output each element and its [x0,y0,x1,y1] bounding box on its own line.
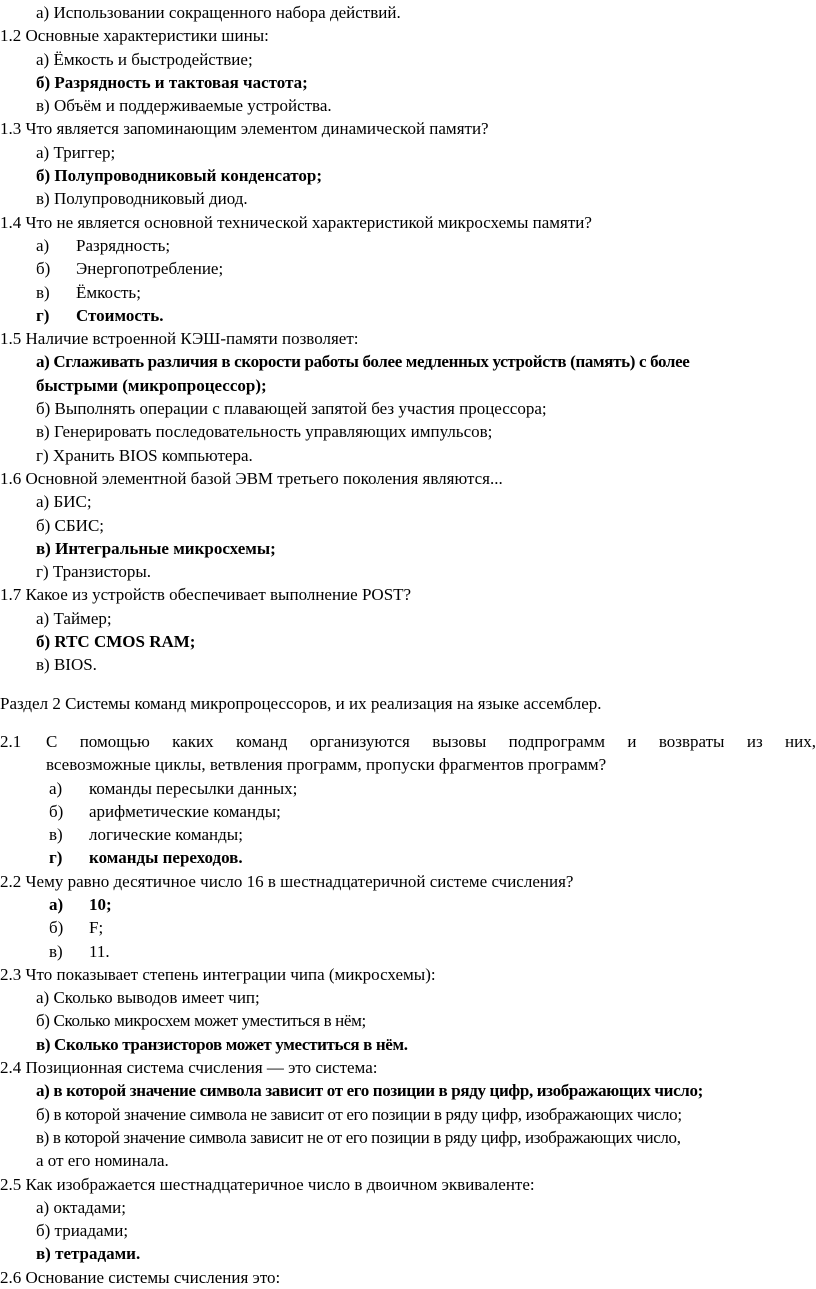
answer-label: в) [36,282,50,302]
answer-line: в) Объём и поддерживаемые устройства. [36,96,332,116]
answer-line [0,940,816,963]
correct-answer-line: быстрыми (микропроцессор); [36,375,267,395]
answer-line: б) СБИС; [36,515,104,535]
question-1-3: 1.3 Что является запоминающим элементом динамической памяти? [0,119,489,139]
answer-line: б) Выполнять операции с плавающей запятой без участия процессора; [36,399,547,419]
answer-text: логические команды; [89,825,243,845]
question-text: С помощью каких команд организуются вызовы подпрограмм и возвраты из них, [46,731,816,751]
answer-line: в) BIOS. [36,655,97,675]
question-2-4: 2.4 Позиционная система счисления — это система: [0,1058,378,1078]
answer-text: 11. [89,941,110,961]
answer-line: в) Генерировать последовательность управляющих импульсов; [36,422,493,442]
answer-line: а) БИС; [36,492,92,512]
answer-label: в) [49,941,63,961]
answer-text: Ёмкость; [76,282,141,302]
answer-line: б) в которой значение символа не зависит от его позиции в ряду цифр, изображающих число; [36,1104,682,1124]
answer-line: а) Таймер; [36,608,112,628]
question-1-7: 1.7 Какое из устройств обеспечивает выполнение POST? [0,585,412,605]
question-2-3: 2.3 Что показывает степень интеграции чипа (микросхемы): [0,964,436,984]
section-heading: Раздел 2 Системы команд микропроцессоров, и их реализация на языке ассемблер. [0,693,602,713]
question-text-continued: всевозможные циклы, ветвления программ, пропуски фрагментов программ? [46,755,607,775]
answer-label: а) [49,778,63,798]
answer-text: 10; [89,894,112,914]
question-2-1 [0,730,816,753]
question-1-2: 1.2 Основные характеристики шины: [0,26,269,46]
correct-answer-line: б) Разрядность и тактовая частота; [36,72,308,92]
answer-label: в) [49,825,63,845]
question-1-4: 1.4 Что не является основной технической характеристикой микросхемы памяти? [0,212,592,232]
correct-answer-line: в) Интегральные микросхемы; [36,538,276,558]
answer-text: F; [89,918,104,938]
answer-line: а) Сколько выводов имеет чип; [36,988,260,1008]
correct-answer-line: в) тетрадами. [36,1244,141,1264]
answer-text: Энергопотребление; [76,259,224,279]
correct-answer-line: а) в которой значение символа зависит от его позиции в ряду цифр, изображающих число; [36,1081,703,1101]
answer-label: а) [49,894,64,914]
answer-line: б) триадами; [36,1221,129,1241]
question-1-5: 1.5 Наличие встроенной КЭШ-памяти позволяет: [0,329,359,349]
answer-text: команды переходов. [89,848,243,868]
answer-label: г) [36,305,50,325]
answer-line [0,281,816,304]
answer-line: а) Ёмкость и быстродействие; [36,49,253,69]
answer-line: а) Триггер; [36,142,116,162]
answer-line: б) Сколько микросхем может уместиться в нём; [36,1011,366,1031]
question-2-5: 2.5 Как изображается шестнадцатеричное число в двоичном эквиваленте: [0,1174,535,1194]
question-number: 2.1 [0,731,22,751]
answer-label: а) [36,235,50,255]
correct-answer-line: а) Сглаживать различия в скорости работы более медленных устройств (память) с более [36,352,690,372]
answer-text: команды пересылки данных; [89,778,298,798]
answer-label: б) [49,801,64,821]
answer-line [0,916,816,939]
answer-line: в) в которой значение символа зависит не от его позиции в ряду цифр, изображающих число, [36,1127,681,1147]
answer-label: б) [49,918,64,938]
answer-line: г) Хранить BIOS компьютера. [36,445,253,465]
answer-line: а) октадами; [36,1197,126,1217]
answer-text: Разрядность; [76,235,171,255]
answer-label: б) [36,259,51,279]
answer-line [0,823,816,846]
answer-line [0,257,816,280]
correct-answer-line: б) RTC CMOS RAM; [36,632,196,652]
question-2-2: 2.2 Чему равно десятичное число 16 в шестнадцатеричной системе счисления? [0,871,574,891]
answer-label: г) [49,848,63,868]
answer-line: в) Полупроводниковый диод. [36,189,248,209]
correct-answer-line: б) Полупроводниковый конденсатор; [36,166,323,186]
answer-line: а) Использовании сокращенного набора действий. [36,3,401,22]
question-2-6: 2.6 Основание системы счисления это: [0,1267,281,1287]
answer-text: Стоимость. [76,305,164,325]
document-page [0,1,816,1289]
answer-text: арифметические команды; [89,801,281,821]
answer-line [0,234,816,257]
answer-line [0,777,816,800]
correct-answer-line [0,304,816,327]
question-1-6: 1.6 Основной элементной базой ЭВМ третьего поколения являются... [0,468,503,488]
answer-line: г) Транзисторы. [36,562,151,582]
answer-line-continued: а от его номинала. [36,1151,169,1171]
correct-answer-line: в) Сколько транзисторов может уместиться в нём. [36,1034,408,1054]
answer-line [0,800,816,823]
correct-answer-line [0,893,816,916]
correct-answer-line [0,846,816,869]
